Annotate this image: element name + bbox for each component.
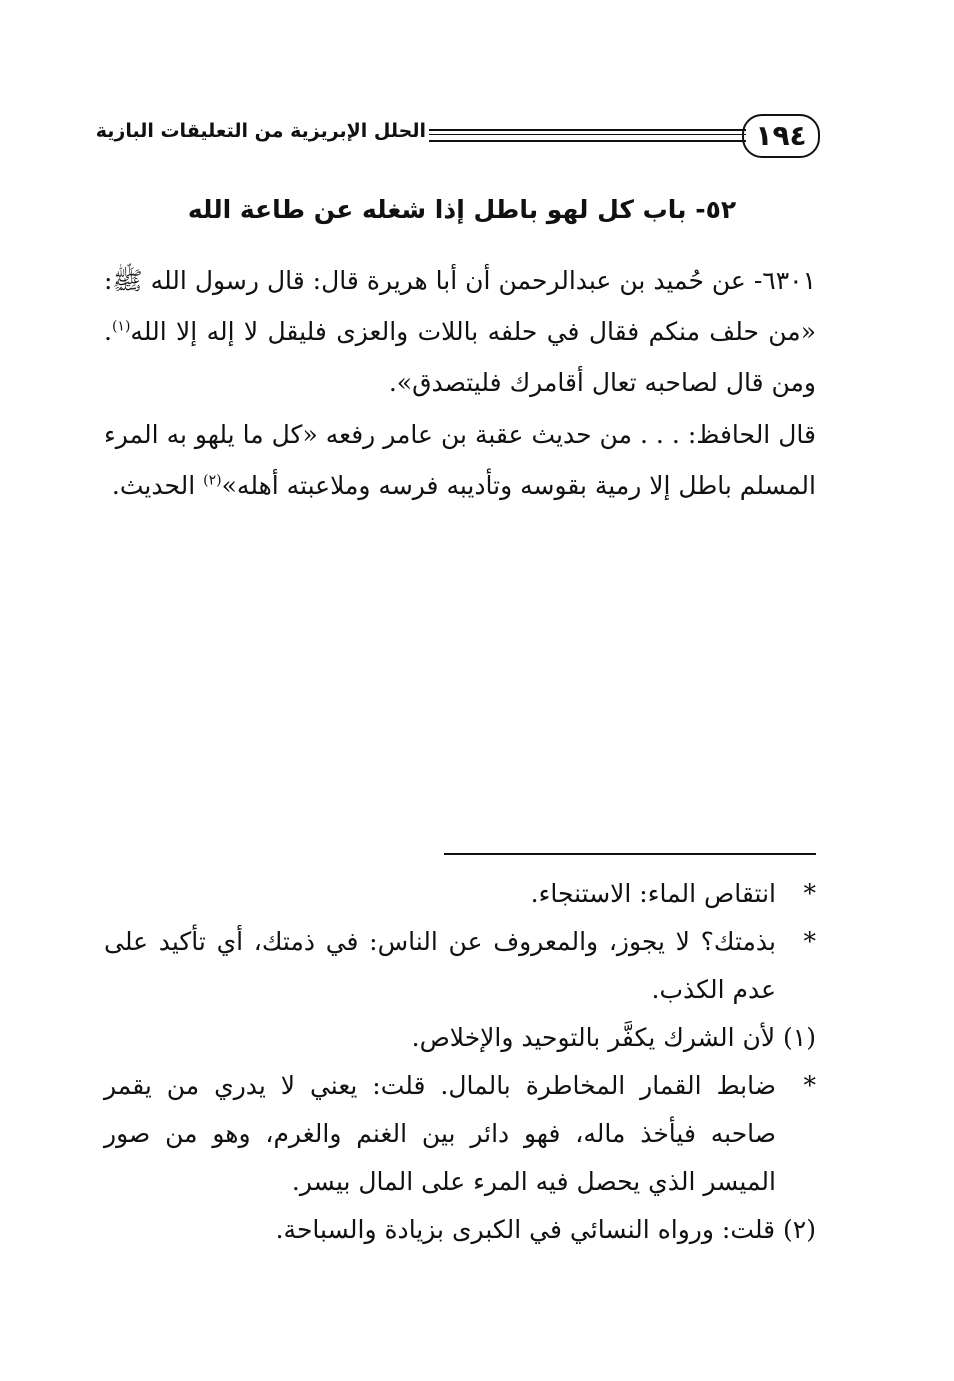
asterisk-marker: * <box>803 879 816 908</box>
header-rule <box>429 129 746 142</box>
hadith-quote-part-1: «من حلف منكم فقال في حلفه باللات والعزى فليقل لا إله إلا الله <box>130 317 816 346</box>
footnote-ref-1: (١) <box>111 318 131 335</box>
hafidh-text: قال الحافظ: . . . من حديث عقبة بن عامر رفعه «كل ما يلهو به المرء المسلم باطل إلا رمية بقوسه وتأديبه فرسه وملاعبته أهله» <box>104 420 816 500</box>
hafidh-ending: الحديث. <box>111 471 204 500</box>
footnote-separator <box>444 853 816 855</box>
hadith-intro: ٦٣٠١- عن حُميد بن عبدالرحمن أن أبا هريرة قال: قال رسول الله ﷺ: <box>104 266 816 295</box>
hadith-paragraph <box>104 255 816 408</box>
footnote-text: (١) لأن الشرك يكفَّر بالتوحيد والإخلاص. <box>411 1023 816 1052</box>
footnote-item <box>104 870 816 918</box>
hafidh-paragraph <box>104 409 816 511</box>
footnote-item <box>104 918 816 1014</box>
page-number: ١٩٤ <box>742 114 820 158</box>
footnote-text: بذمتك؟ لا يجوز، والمعروف عن الناس: في ذمتك، أي تأكيد على عدم الكذب. <box>104 927 776 1004</box>
footnotes <box>104 870 816 1254</box>
chapter-title: ٥٢- باب كل لهو باطل إذا شغله عن طاعة الله <box>187 195 737 224</box>
footnote-item <box>104 1062 816 1206</box>
asterisk-marker: * <box>803 927 816 956</box>
page-header <box>95 112 820 164</box>
asterisk-marker: * <box>803 1071 816 1100</box>
footnote-ref-2: (٢) <box>203 472 222 489</box>
footnote-item <box>104 1014 816 1062</box>
footnote-text: انتقاص الماء: الاستنجاء. <box>530 879 776 908</box>
hadith-quote-part-2: . ومن قال لصاحبه تعال أقامرك فليتصدق». <box>104 317 816 397</box>
running-title: الحلل الإبريزية من التعليقات البازية <box>95 120 426 142</box>
footnote-text: ضابط القمار المخاطرة بالمال. قلت: يعني لا يدري من يقمر صاحبه فيأخذ ماله، فهو دائر بين الغنم والغرم، وهو من صور الميسر الذي يحصل فيه المرء على المال بيسر. <box>104 1071 776 1196</box>
footnote-item <box>104 1206 816 1254</box>
footnote-text: (٢) قلت: ورواه النسائي في الكبرى بزيادة والسباحة. <box>275 1215 816 1244</box>
